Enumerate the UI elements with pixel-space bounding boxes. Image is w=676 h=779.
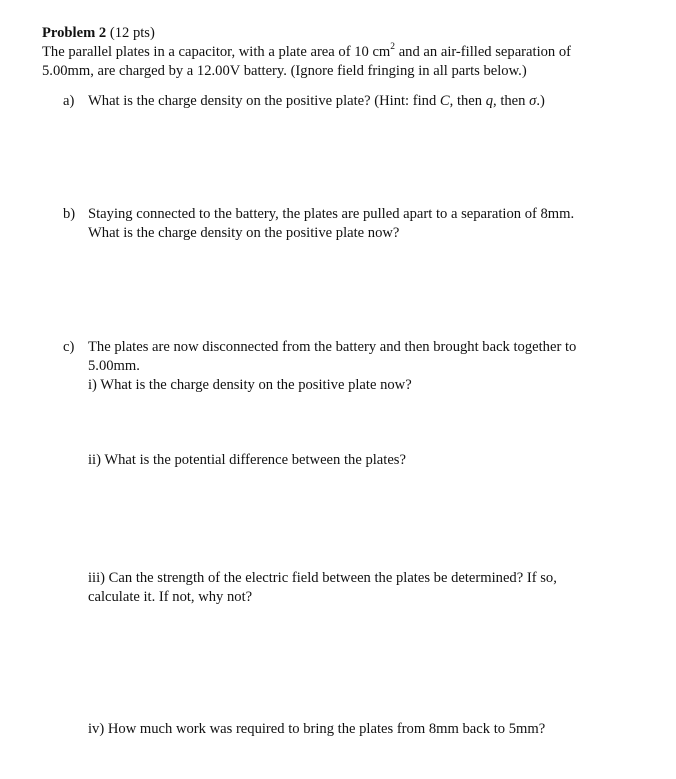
part-a-marker: a) <box>63 93 75 109</box>
var-sigma: σ <box>529 93 537 109</box>
part-b-line1: Staying connected to the battery, the plates are pulled apart to a separation of 8mm. <box>88 206 575 222</box>
part-c-sub-iv: iv) How much work was required to bring the plates from 8mm back to 5mm? <box>88 721 546 737</box>
part-a-question <box>88 92 545 110</box>
part-a-text-1: What is the charge density on the positive plate? (Hint: find <box>88 93 440 109</box>
problem-points: (12 pts) <box>109 25 155 41</box>
var-c: C <box>439 93 450 109</box>
part-c-marker: c) <box>63 339 75 355</box>
problem-header <box>42 24 155 42</box>
problem-title: Problem 2 <box>42 25 107 41</box>
part-a-text-2: , then <box>449 93 486 109</box>
part-a-text-4: .) <box>536 93 545 109</box>
problem-intro-line2: 5.00mm, are charged by a 12.00V battery. (Ignore field fringing in all parts below.) <box>42 63 527 79</box>
part-c-sub-iii-line2: calculate it. If not, why not? <box>88 589 253 605</box>
part-c-sub-i: i) What is the charge density on the positive plate now? <box>88 377 412 393</box>
part-a-text-3: , then <box>493 93 530 109</box>
part-b-marker: b) <box>63 206 76 222</box>
part-c-sub-ii: ii) What is the potential difference between the plates? <box>88 452 406 468</box>
part-c-sub-iii-line1: iii) Can the strength of the electric field between the plates be determined? If so, <box>88 570 557 586</box>
part-c-line2: 5.00mm. <box>88 358 140 374</box>
problem-intro-line1 <box>42 43 571 61</box>
var-q: q <box>485 93 494 109</box>
intro-text-b: and an air-filled separation of <box>395 44 572 60</box>
part-c-line1: The plates are now disconnected from the battery and then brought back together to <box>88 339 577 355</box>
intro-superscript: 2 <box>390 42 396 53</box>
intro-text-a: The parallel plates in a capacitor, with a plate area of 10 cm <box>42 44 391 60</box>
part-b-line2: What is the charge density on the positive plate now? <box>88 225 400 241</box>
